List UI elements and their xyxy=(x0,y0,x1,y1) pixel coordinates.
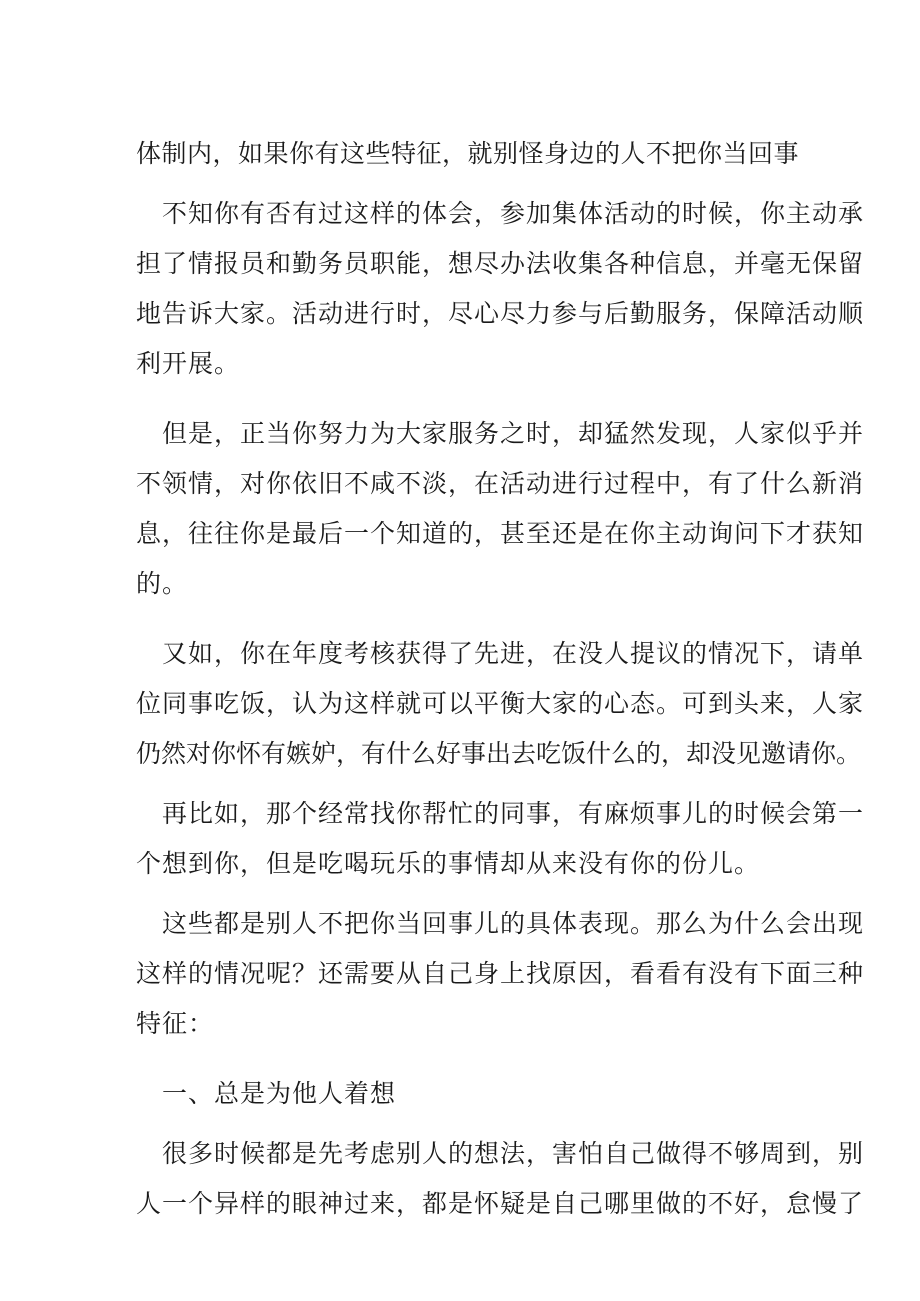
paragraph-5-line-1: 这些都是别人不把你当回事儿的具体表现。那么为什么会出现 xyxy=(136,909,865,938)
paragraph-2-line-1: 但是，正当你努力为大家服务之时，却猛然发现，人家似乎并 xyxy=(136,419,865,448)
paragraph-1-line-1: 不知你有否有过这样的体会，参加集体活动的时候，你主动承 xyxy=(136,199,865,228)
paragraph-4-line-2: 个想到你，但是吃喝玩乐的事情却从来没有你的份儿。 xyxy=(136,849,761,878)
paragraph-3-line-3: 仍然对你怀有嫉妒，有什么好事出去吃饭什么的，却没见邀请你。 xyxy=(136,739,862,768)
paragraph-6-line-2: 人一个异样的眼神过来，都是怀疑是自己哪里做的不好，怠慢了 xyxy=(136,1189,865,1218)
paragraph-2-line-3: 息，往往你是最后一个知道的，甚至还是在你主动询问下才获知 xyxy=(136,519,865,548)
paragraph-2-line-4: 的。 xyxy=(136,569,189,598)
paragraph-4-line-1: 再比如，那个经常找你帮忙的同事，有麻烦事儿的时候会第一 xyxy=(136,799,865,828)
paragraph-1-line-2: 担了情报员和勤务员职能，想尽办法收集各种信息，并毫无保留 xyxy=(136,249,865,278)
paragraph-5-line-3: 特征： xyxy=(136,1009,215,1038)
paragraph-3-line-2: 位同事吃饭，认为这样就可以平衡大家的心态。可到头来，人家 xyxy=(136,689,865,718)
paragraph-1-line-4: 利开展。 xyxy=(136,349,241,378)
paragraph-6-line-1: 很多时候都是先考虑别人的想法，害怕自己做得不够周到，别 xyxy=(136,1139,865,1168)
paragraph-1-line-3: 地告诉大家。活动进行时，尽心尽力参与后勤服务，保障活动顺 xyxy=(136,299,865,328)
paragraph-2-line-2: 不领情，对你依旧不咸不淡，在活动进行过程中，有了什么新消 xyxy=(136,469,865,498)
paragraph-3-line-1: 又如，你在年度考核获得了先进，在没人提议的情况下，请单 xyxy=(136,639,865,668)
section-heading: 一、总是为他人着想 xyxy=(136,1079,397,1108)
paragraph-5-line-2: 这样的情况呢？还需要从自己身上找原因，看看有没有下面三种 xyxy=(136,959,865,988)
document-title: 体制内，如果你有这些特征，就别怪身边的人不把你当回事 xyxy=(136,139,800,168)
